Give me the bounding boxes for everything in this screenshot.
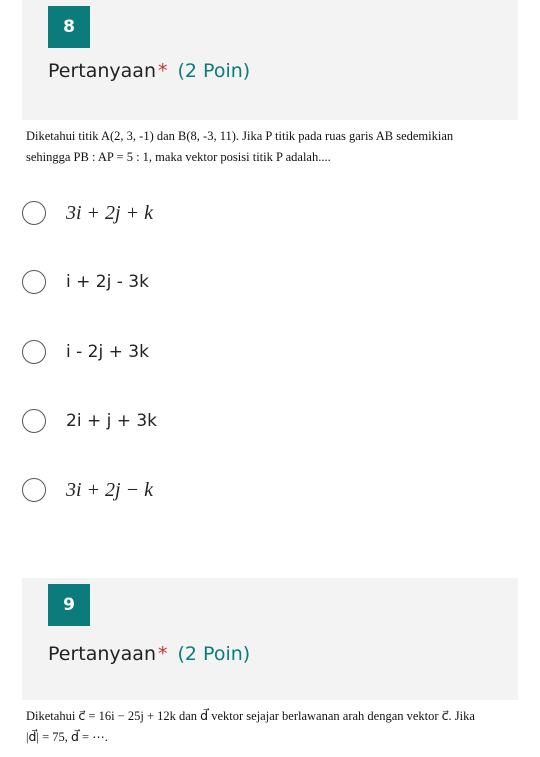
answer-option-a[interactable] xyxy=(22,201,153,225)
radio-button[interactable] xyxy=(22,201,46,225)
radio-button[interactable] xyxy=(22,270,46,294)
question-header xyxy=(48,60,250,82)
radio-button[interactable] xyxy=(22,409,46,433)
required-mark: * xyxy=(158,643,168,665)
question-text-line: |d⃗| = 75, d⃗ = ⋯. xyxy=(26,730,108,744)
question-text-line: sehingga PB : AP = 5 : 1, maka vektor posisi titik P adalah.... xyxy=(26,150,331,164)
option-label: i - 2j + 3k xyxy=(66,342,149,362)
question-points: (2 Poin) xyxy=(177,60,251,82)
question-text xyxy=(22,120,518,168)
question-title: Pertanyaan xyxy=(48,60,156,82)
answer-option-c[interactable] xyxy=(22,340,149,364)
required-mark: * xyxy=(158,60,168,82)
answer-option-e[interactable] xyxy=(22,478,153,502)
radio-button[interactable] xyxy=(22,478,46,502)
question-text-line: Diketahui c⃗ = 16i − 25j + 12k dan d⃗ vektor sejajar berlawanan arah dengan vektor c⃗. Jika xyxy=(26,709,475,723)
question-title: Pertanyaan xyxy=(48,643,156,665)
question-number-badge: 8 xyxy=(48,6,90,48)
radio-button[interactable] xyxy=(22,340,46,364)
question-header xyxy=(48,643,250,665)
question-text-line: Diketahui titik A(2, 3, -1) dan B(8, -3, 11). Jika P titik pada ruas garis AB sedemikian xyxy=(26,129,454,143)
answer-option-d[interactable] xyxy=(22,409,157,433)
question-number-badge: 9 xyxy=(48,584,90,626)
option-label: 3i + 2j + k xyxy=(66,201,153,224)
question-points: (2 Poin) xyxy=(177,643,251,665)
question-text xyxy=(22,700,518,757)
answer-option-b[interactable] xyxy=(22,270,149,294)
option-label: i + 2j - 3k xyxy=(66,272,149,292)
option-label: 2i + j + 3k xyxy=(66,411,158,431)
option-label: 3i + 2j − k xyxy=(66,478,153,501)
